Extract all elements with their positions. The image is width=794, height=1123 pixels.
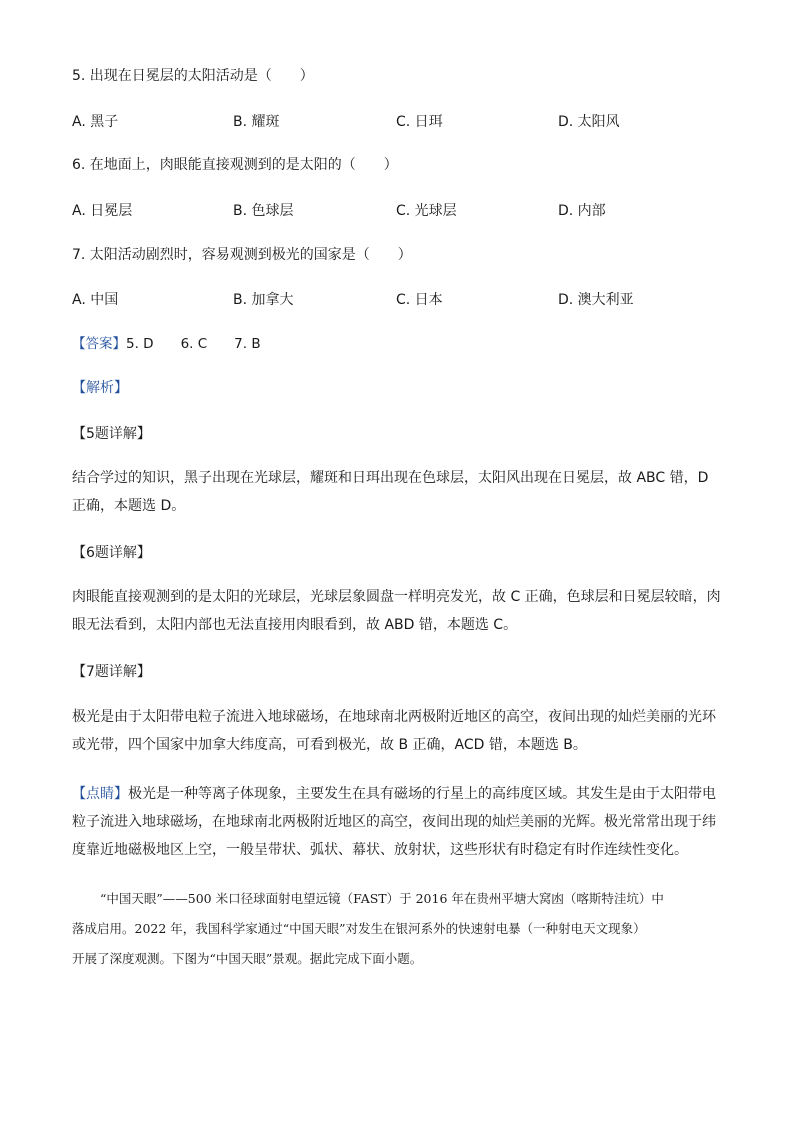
question-6-option-b: B. 色球层: [233, 203, 294, 219]
material-line: 开展了深度观测。下图为“中国天眼”景观。据此完成下面小题。: [72, 951, 423, 966]
q7-detail-line: 极光是由于太阳带电粒子流进入地球磁场，在地球南北两极附近地区的高空，夜间出现的灿烂美丽的光环: [72, 709, 716, 725]
answer-line: [72, 334, 261, 354]
dianjing-block: [72, 780, 722, 864]
material-line: 落成启用。2022 年，我国科学家通过“中国天眼”对发生在银河系外的快速射电暴（一种射电天文现象）: [72, 921, 646, 936]
q7-detail-line: 或光带，四个国家中加拿大纬度高，可看到极光，故 B 正确，ACD 错，本题选 B。: [72, 737, 587, 753]
material-line: “中国天眼”——500 米口径球面射电望远镜（FAST）于 2016 年在贵州平塘大窝凼（喀斯特洼坑）中: [100, 891, 664, 906]
dianjing-line: 度靠近地磁极地区上空，一般呈带状、弧状、幕状、放射状，这些形状有时稳定有时作连续性变化。: [72, 842, 688, 858]
analysis-label: 【解析】: [72, 380, 128, 396]
answer-label: 【答案】: [72, 336, 126, 352]
q5-detail-line: 正确，本题选 D。: [72, 498, 186, 514]
question-7-stem: 7. 太阳活动剧烈时，容易观测到极光的国家是（ ）: [72, 247, 412, 263]
question-5-stem: 5. 出现在日冕层的太阳活动是（ ）: [72, 68, 314, 84]
question-5-option-d: D. 太阳风: [558, 114, 620, 130]
question-6-option-d: D. 内部: [558, 203, 606, 219]
question-5-option-c: C. 日珥: [396, 114, 443, 130]
q6-detail-body: [72, 583, 722, 639]
q7-detail-title: 【7题详解】: [72, 664, 151, 680]
q5-detail-body: [72, 464, 722, 520]
q7-detail-body: [72, 703, 722, 759]
q5-detail-line: 结合学过的知识，黑子出现在光球层，耀斑和日珥出现在色球层，太阳风出现在日冕层，故 ABC 错，D: [72, 470, 709, 486]
question-5-option-b: B. 耀斑: [233, 114, 280, 130]
material-passage: [72, 884, 722, 974]
q6-detail-title: 【6题详解】: [72, 545, 151, 561]
question-7-option-b: B. 加拿大: [233, 292, 294, 308]
dianjing-line: 粒子流进入地球磁场，在地球南北两极附近地区的高空，夜间出现的灿烂美丽的光辉。极光常常出现于纬: [72, 814, 716, 830]
answer-values: 5. D 6. C 7. B: [126, 336, 261, 352]
question-7-option-d: D. 澳大利亚: [558, 292, 634, 308]
question-7-option-c: C. 日本: [396, 292, 443, 308]
q5-detail-title: 【5题详解】: [72, 426, 151, 442]
question-6-option-c: C. 光球层: [396, 203, 457, 219]
dianjing-label: 【点睛】: [72, 786, 128, 802]
question-7-option-a: A. 中国: [72, 292, 119, 308]
question-5-option-a: A. 黑子: [72, 114, 119, 130]
q6-detail-line: 肉眼能直接观测到的是太阳的光球层，光球层象圆盘一样明亮发光，故 C 正确，色球层和日冕层较暗，肉: [72, 589, 721, 605]
question-6-option-a: A. 日冕层: [72, 203, 133, 219]
dianjing-line: 极光是一种等离子体现象，主要发生在具有磁场的行星上的高纬度区域。其发生是由于太阳带电: [128, 786, 716, 802]
question-6-stem: 6. 在地面上，肉眼能直接观测到的是太阳的（ ）: [72, 157, 398, 173]
q6-detail-line: 眼无法看到，太阳内部也无法直接用肉眼看到，故 ABD 错，本题选 C。: [72, 617, 518, 633]
